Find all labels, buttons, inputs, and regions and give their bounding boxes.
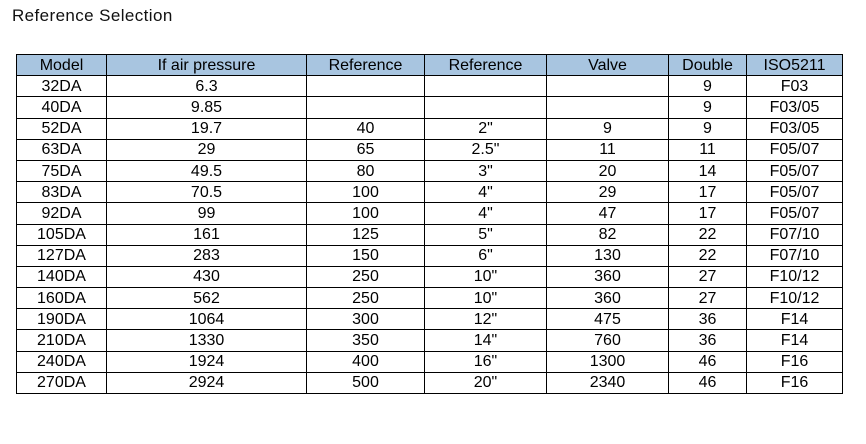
- cell-reference-2: 16": [425, 351, 547, 372]
- cell-double: 22: [669, 224, 747, 245]
- cell-iso5211: F03: [747, 76, 843, 97]
- cell-model: 75DA: [17, 160, 107, 181]
- table-row: [17, 139, 843, 160]
- cell-valve: 29: [547, 182, 669, 203]
- cell-reference-1: 150: [307, 245, 425, 266]
- cell-reference-1: 250: [307, 266, 425, 287]
- cell-reference-1: 125: [307, 224, 425, 245]
- cell-model: 52DA: [17, 118, 107, 139]
- cell-valve: 2340: [547, 372, 669, 393]
- table-row: [17, 224, 843, 245]
- cell-double: 36: [669, 309, 747, 330]
- table-row: [17, 76, 843, 97]
- cell-reference-2: [425, 76, 547, 97]
- cell-reference-2: 4": [425, 182, 547, 203]
- table-row: [17, 351, 843, 372]
- header-row: [17, 55, 843, 76]
- cell-model: 83DA: [17, 182, 107, 203]
- cell-valve: 82: [547, 224, 669, 245]
- cell-reference-1: 250: [307, 288, 425, 309]
- cell-double: 46: [669, 351, 747, 372]
- cell-valve: [547, 97, 669, 118]
- table-row: [17, 97, 843, 118]
- cell-model: 127DA: [17, 245, 107, 266]
- table-row: [17, 160, 843, 181]
- cell-double: 11: [669, 139, 747, 160]
- cell-reference-1: 80: [307, 160, 425, 181]
- cell-air-pressure: 99: [107, 203, 307, 224]
- cell-valve: [547, 76, 669, 97]
- cell-model: 270DA: [17, 372, 107, 393]
- cell-double: 9: [669, 118, 747, 139]
- cell-valve: 11: [547, 139, 669, 160]
- page-title: Reference Selection: [12, 6, 173, 25]
- cell-double: 46: [669, 372, 747, 393]
- table-row: [17, 372, 843, 393]
- cell-valve: 360: [547, 266, 669, 287]
- cell-double: 9: [669, 97, 747, 118]
- header-air-pressure: If air pressure: [107, 55, 307, 76]
- cell-valve: 9: [547, 118, 669, 139]
- cell-reference-1: 350: [307, 330, 425, 351]
- cell-model: 63DA: [17, 139, 107, 160]
- cell-reference-2: 5": [425, 224, 547, 245]
- cell-model: 40DA: [17, 97, 107, 118]
- cell-model: 140DA: [17, 266, 107, 287]
- cell-iso5211: F05/07: [747, 203, 843, 224]
- table-body: [17, 76, 843, 394]
- cell-reference-2: 20": [425, 372, 547, 393]
- cell-double: 27: [669, 266, 747, 287]
- header-reference-1: Reference: [307, 55, 425, 76]
- cell-reference-2: 4": [425, 203, 547, 224]
- table-row: [17, 330, 843, 351]
- cell-iso5211: F05/07: [747, 160, 843, 181]
- table-header: [17, 55, 843, 76]
- cell-model: 210DA: [17, 330, 107, 351]
- cell-iso5211: F10/12: [747, 288, 843, 309]
- cell-valve: 760: [547, 330, 669, 351]
- cell-reference-1: 100: [307, 203, 425, 224]
- cell-iso5211: F05/07: [747, 139, 843, 160]
- cell-air-pressure: 29: [107, 139, 307, 160]
- cell-air-pressure: 161: [107, 224, 307, 245]
- cell-reference-2: 2": [425, 118, 547, 139]
- cell-double: 9: [669, 76, 747, 97]
- cell-model: 190DA: [17, 309, 107, 330]
- cell-reference-1: [307, 76, 425, 97]
- cell-reference-2: 3": [425, 160, 547, 181]
- cell-iso5211: F07/10: [747, 224, 843, 245]
- cell-double: 17: [669, 182, 747, 203]
- header-double: Double: [669, 55, 747, 76]
- cell-reference-1: [307, 97, 425, 118]
- cell-iso5211: F14: [747, 309, 843, 330]
- cell-valve: 1300: [547, 351, 669, 372]
- cell-air-pressure: 2924: [107, 372, 307, 393]
- reference-selection-table: [16, 54, 843, 394]
- cell-reference-2: [425, 97, 547, 118]
- cell-iso5211: F16: [747, 372, 843, 393]
- cell-reference-1: 500: [307, 372, 425, 393]
- cell-air-pressure: 430: [107, 266, 307, 287]
- cell-model: 160DA: [17, 288, 107, 309]
- cell-iso5211: F14: [747, 330, 843, 351]
- header-valve: Valve: [547, 55, 669, 76]
- cell-iso5211: F03/05: [747, 97, 843, 118]
- cell-iso5211: F03/05: [747, 118, 843, 139]
- cell-air-pressure: 70.5: [107, 182, 307, 203]
- cell-iso5211: F05/07: [747, 182, 843, 203]
- cell-model: 32DA: [17, 76, 107, 97]
- table-row: [17, 266, 843, 287]
- cell-reference-2: 12": [425, 309, 547, 330]
- cell-air-pressure: 283: [107, 245, 307, 266]
- cell-air-pressure: 1064: [107, 309, 307, 330]
- cell-reference-1: 40: [307, 118, 425, 139]
- cell-valve: 360: [547, 288, 669, 309]
- cell-air-pressure: 562: [107, 288, 307, 309]
- header-iso5211: ISO5211: [747, 55, 843, 76]
- cell-air-pressure: 19.7: [107, 118, 307, 139]
- cell-iso5211: F10/12: [747, 266, 843, 287]
- cell-reference-1: 65: [307, 139, 425, 160]
- table-row: [17, 118, 843, 139]
- cell-air-pressure: 9.85: [107, 97, 307, 118]
- table-row: [17, 245, 843, 266]
- cell-valve: 475: [547, 309, 669, 330]
- table-row: [17, 288, 843, 309]
- cell-valve: 47: [547, 203, 669, 224]
- cell-reference-2: 14": [425, 330, 547, 351]
- cell-double: 22: [669, 245, 747, 266]
- cell-air-pressure: 1330: [107, 330, 307, 351]
- cell-air-pressure: 6.3: [107, 76, 307, 97]
- cell-valve: 130: [547, 245, 669, 266]
- cell-model: 105DA: [17, 224, 107, 245]
- cell-reference-2: 10": [425, 266, 547, 287]
- cell-iso5211: F16: [747, 351, 843, 372]
- table-row: [17, 309, 843, 330]
- cell-air-pressure: 49.5: [107, 160, 307, 181]
- cell-double: 14: [669, 160, 747, 181]
- cell-reference-2: 6": [425, 245, 547, 266]
- cell-reference-1: 400: [307, 351, 425, 372]
- cell-reference-2: 10": [425, 288, 547, 309]
- cell-reference-2: 2.5": [425, 139, 547, 160]
- table-row: [17, 203, 843, 224]
- cell-model: 92DA: [17, 203, 107, 224]
- header-model: Model: [17, 55, 107, 76]
- cell-model: 240DA: [17, 351, 107, 372]
- cell-reference-1: 300: [307, 309, 425, 330]
- cell-valve: 20: [547, 160, 669, 181]
- cell-air-pressure: 1924: [107, 351, 307, 372]
- cell-double: 17: [669, 203, 747, 224]
- cell-double: 27: [669, 288, 747, 309]
- table-row: [17, 182, 843, 203]
- cell-double: 36: [669, 330, 747, 351]
- header-reference-2: Reference: [425, 55, 547, 76]
- cell-reference-1: 100: [307, 182, 425, 203]
- cell-iso5211: F07/10: [747, 245, 843, 266]
